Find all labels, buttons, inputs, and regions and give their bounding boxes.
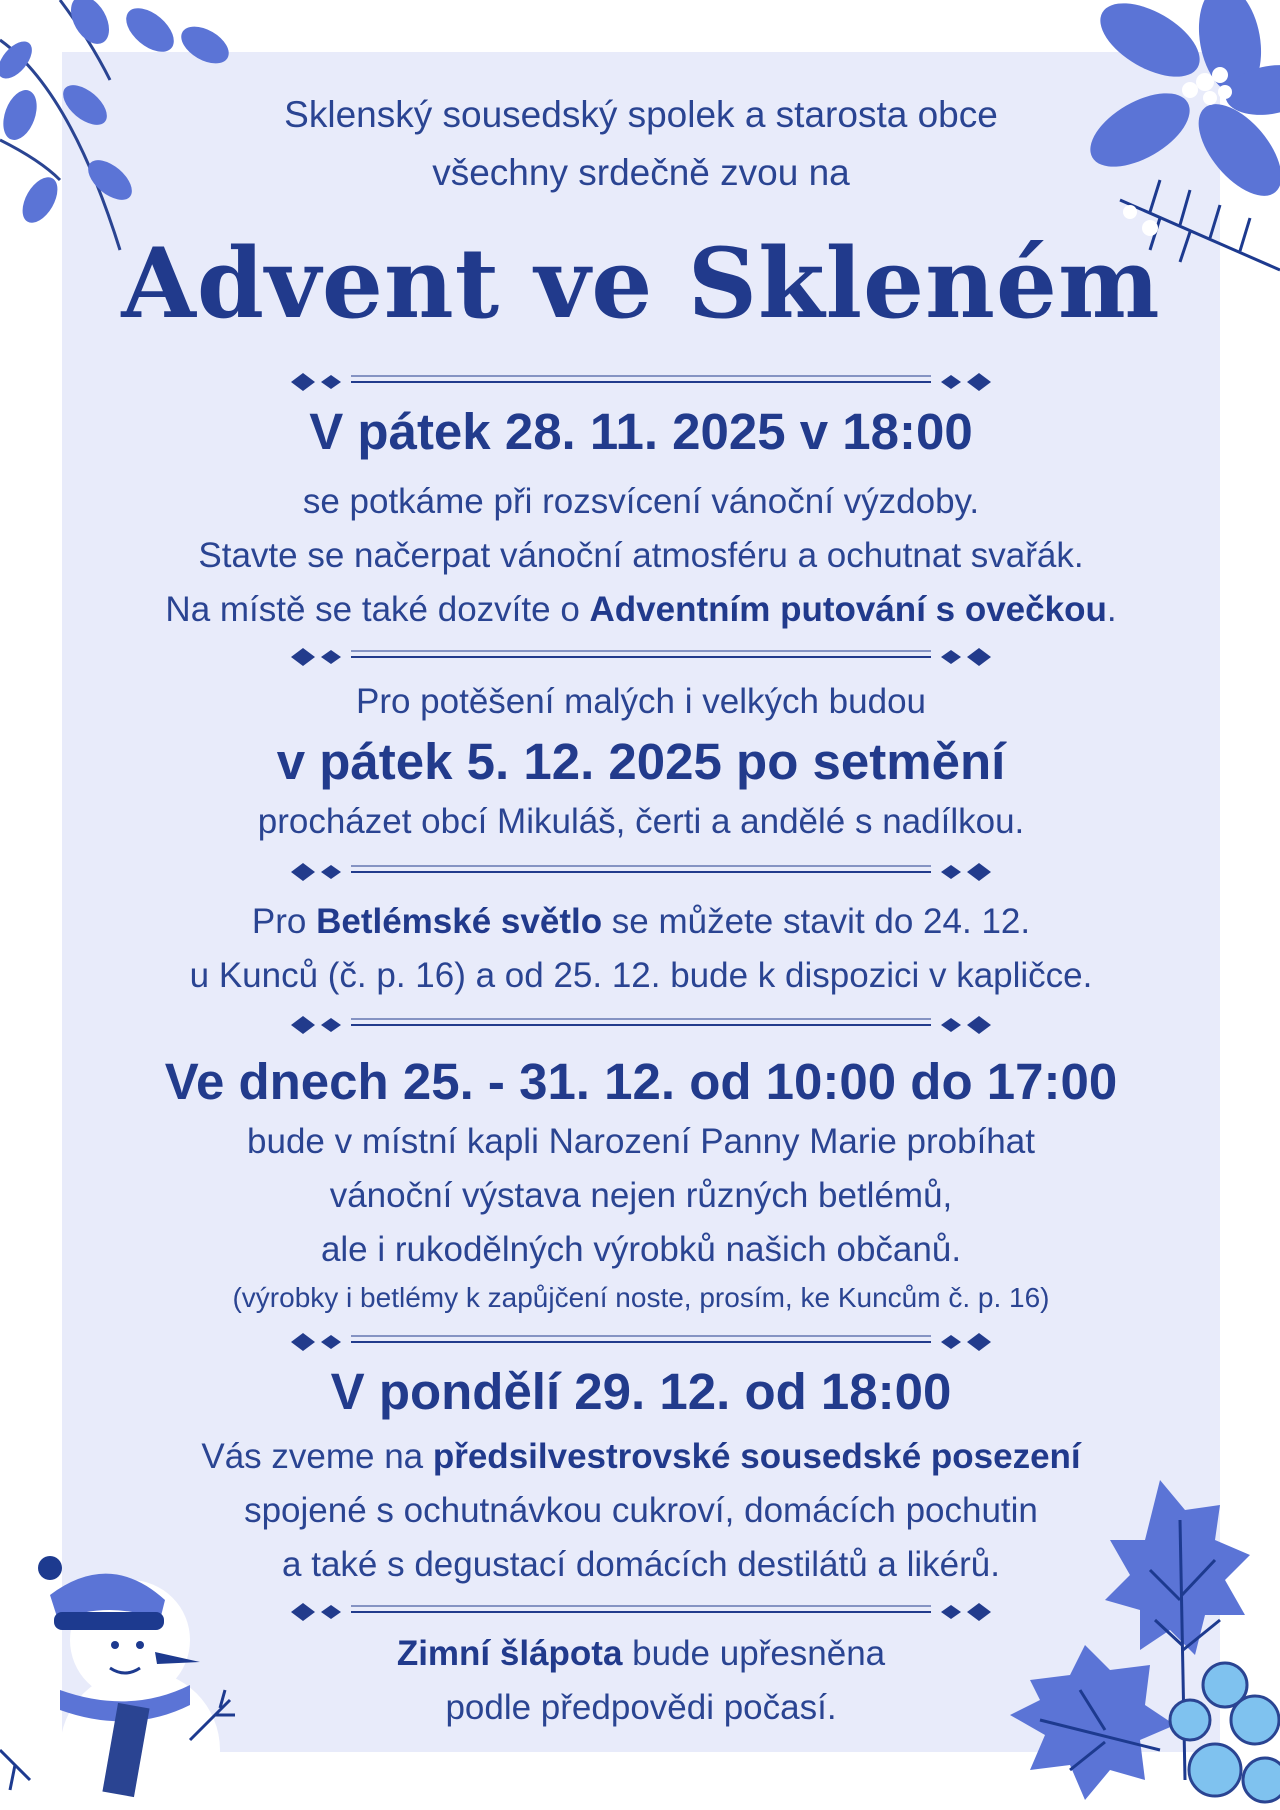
section3-line1-bold: Betlémské světlo	[316, 902, 603, 941]
section4-line1: bude v místní kapli Narození Panny Marie probíhat	[247, 1122, 1035, 1161]
ornament-divider-icon	[291, 1597, 991, 1627]
section2-date: v pátek 5. 12. 2025 po setmění	[276, 733, 1006, 790]
section5-date: V pondělí 29. 12. od 18:00	[330, 1363, 952, 1420]
section3-line1	[62, 902, 1220, 942]
section5-line1-bold: předsilvestrovské sousedské posezení	[432, 1437, 1081, 1476]
ornament-divider	[62, 1597, 1220, 1627]
ornament-divider-icon	[291, 1327, 991, 1357]
ornament-divider	[62, 1010, 1220, 1040]
intro-line-2: všechny srdečně zvou na	[432, 152, 850, 193]
invitation-content	[62, 52, 1220, 1752]
section1-line3-post: .	[1106, 590, 1117, 629]
section1-line2: Stavte se načerpat vánoční atmosféru a ochutnat svařák.	[198, 536, 1084, 575]
section3-line1-pre: Pro	[251, 902, 317, 941]
section6-line1	[62, 1634, 1220, 1674]
section5-line3: a také s degustací domácích destilátů a likérů.	[282, 1545, 1000, 1584]
ornament-divider-icon	[291, 642, 991, 672]
section4-line2: vánoční výstava nejen různých betlémů,	[329, 1176, 953, 1215]
section2-intro: Pro potěšení malých i velkých budou	[355, 682, 927, 721]
section1-line1: se potkáme při rozsvícení vánoční výzdoby.	[302, 482, 980, 521]
ornament-divider-icon	[291, 857, 991, 887]
section4-line3: ale i rukodělných výrobků našich občanů.	[320, 1230, 962, 1269]
section3-line1-post: se můžete stavit do 24. 12.	[602, 902, 1031, 941]
section6-line2: podle předpovědi počasí.	[445, 1688, 837, 1727]
ornament-divider	[62, 857, 1220, 887]
section3-line2: u Kunců (č. p. 16) a od 25. 12. bude k dispozici v kapličce.	[189, 956, 1093, 995]
section6-line1-bold: Zimní šlápota	[396, 1634, 623, 1673]
section5-line2: spojené s ochutnávkou cukroví, domácích pochutin	[244, 1491, 1038, 1530]
section4-note: (výrobky i betlémy k zapůjčení noste, prosím, ke Kuncům č. p. 16)	[232, 1282, 1050, 1313]
section6-line1-post: bude upřesněna	[622, 1634, 886, 1673]
ornament-divider-icon	[291, 367, 991, 397]
section1-line3	[62, 590, 1220, 630]
page-title: Advent ve Skleném	[121, 227, 1161, 340]
section1-line3-pre: Na místě se také dozvíte o	[165, 590, 590, 629]
section2-line1: procházet obcí Mikuláš, čerti a andělé s nadílkou.	[257, 802, 1025, 841]
ornament-divider	[62, 642, 1220, 672]
section5-line1-pre: Vás zveme na	[201, 1437, 433, 1476]
ornament-divider	[62, 1327, 1220, 1357]
section5-line1	[62, 1437, 1220, 1477]
section1-line3-bold: Adventním putování s ovečkou	[589, 590, 1107, 629]
section1-date: V pátek 28. 11. 2025 v 18:00	[309, 403, 973, 460]
ornament-divider	[62, 367, 1220, 397]
section4-date: Ve dnech 25. - 31. 12. od 10:00 do 17:00	[164, 1053, 1118, 1110]
ornament-divider-icon	[291, 1010, 991, 1040]
intro-line-1: Sklenský sousedský spolek a starosta obce	[284, 94, 998, 135]
